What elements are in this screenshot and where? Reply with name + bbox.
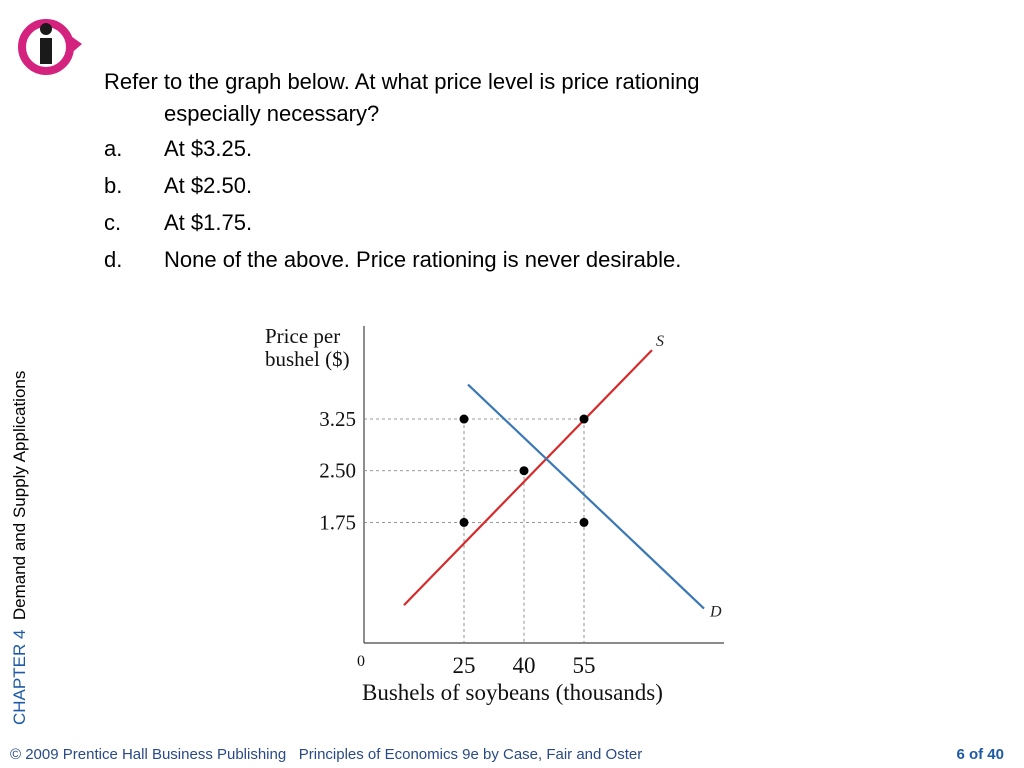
page-indicator: 6 of 40 <box>956 746 1004 763</box>
y-tick-label-2: 1.75 <box>319 510 356 535</box>
y-tick-label-1: 2.50 <box>319 458 356 483</box>
chapter-number: CHAPTER 4 <box>10 629 29 725</box>
option-d-letter: d. <box>104 247 123 272</box>
data-point-1 <box>580 415 589 424</box>
demand-label: D <box>710 603 722 621</box>
option-a-text: At $3.25. <box>164 136 253 161</box>
data-point-3 <box>460 518 469 527</box>
origin-label: 0 <box>357 653 365 670</box>
supply-demand-chart <box>240 310 740 710</box>
option-b <box>104 167 700 204</box>
option-a-letter: a. <box>104 136 123 161</box>
question-text-line2: especially necessary? <box>164 101 380 126</box>
supply-label: S <box>656 333 664 351</box>
data-point-0 <box>460 415 469 424</box>
option-c-text: At $1.75. <box>164 210 253 235</box>
footer-book-title: Principles of Economics 9e by Case, Fair and Oster <box>298 746 643 763</box>
option-d <box>104 241 700 278</box>
x-tick-label-0: 25 <box>452 653 476 678</box>
option-a <box>104 130 700 167</box>
option-c <box>104 204 700 241</box>
supply-curve <box>404 350 652 605</box>
footer <box>10 746 1004 763</box>
chart-svg <box>240 310 740 710</box>
option-b-letter: b. <box>104 173 123 198</box>
y-tick-label-0: 3.25 <box>319 407 356 432</box>
question-text-line1: Refer to the graph below. At what price level is price rationing <box>104 69 700 94</box>
footer-copyright: © 2009 Prentice Hall Business Publishing <box>10 746 287 763</box>
option-c-letter: c. <box>104 210 122 235</box>
option-d-text: None of the above. Price rationing is never desirable. <box>164 247 682 272</box>
chapter-side-label <box>10 371 30 725</box>
info-logo <box>12 16 84 78</box>
y-axis-label-line-1: Price per <box>265 324 341 348</box>
option-b-text: At $2.50. <box>164 173 253 198</box>
x-tick-label-1: 40 <box>512 653 536 678</box>
chapter-title: Demand and Supply Applications <box>10 370 29 621</box>
x-axis-label: Bushels of soybeans (thousands) <box>362 680 663 705</box>
y-axis-label-line-2: bushel ($) <box>265 347 350 371</box>
info-logo-icon <box>12 16 84 78</box>
question-block <box>104 66 700 278</box>
data-point-4 <box>580 518 589 527</box>
data-point-2 <box>520 466 529 475</box>
x-tick-label-2: 55 <box>572 653 596 678</box>
